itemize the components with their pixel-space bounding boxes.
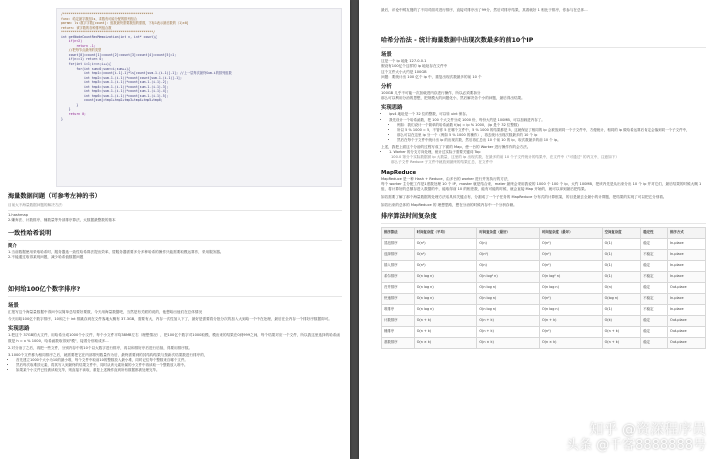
table-cell: 稳定 [641, 337, 668, 348]
table-header-cell: 排序算法 [382, 227, 415, 238]
table-cell: O(n²) [539, 238, 602, 249]
list-item: • 然后在每个子文件中统计出 ip 的出现次数，然后再汇总出 10 个前 10 的 ip，取次数最多的前 10 个 ip。 [397, 138, 706, 143]
table-header-cell: 时间复杂度（平均） [414, 227, 477, 238]
code-line: ************************************************/ [61, 30, 156, 35]
subsection-title-scene: 场景 [381, 52, 392, 59]
table-row [382, 249, 706, 260]
impl-sublist [381, 123, 706, 143]
subsection-title-impl: 实现思路 [8, 326, 30, 333]
table-cell: O(n + k) [477, 326, 540, 337]
table-cell: 计数排序 [382, 315, 415, 326]
table-row [382, 238, 706, 249]
table-cell: Out-place [668, 282, 706, 293]
subsection-title-analysis: 分析 [381, 84, 392, 91]
right-page-content [381, 4, 706, 349]
table-cell: O(n × k) [539, 337, 602, 348]
watermark-qq: 头条 @千客8888888号 [565, 438, 706, 453]
table-cell: 希尔排序 [382, 271, 415, 282]
table-row [382, 293, 706, 304]
code-line: } [61, 102, 79, 107]
top-paragraph: 最后，评论中网友搜的了不同对面对进行排序，直接对排序出了99分，然后对排序结果，其看就好 1 相比于排序，你参与在总体... [381, 8, 588, 12]
divider [381, 223, 706, 224]
mapreduce-para-3: 如若需要了解了那个海量数据的处理方法话具体关键点有，分割成了一个子任务的 MapReduce 分布式的计算框架，的目是最去全最小的计算题，把结果的实现了可以把它分别看。 [381, 195, 667, 200]
table-cell: Out-place [668, 326, 706, 337]
table-header-cell: 稳定性 [641, 227, 668, 238]
impl-list [8, 358, 342, 373]
table-cell: O(n + k) [414, 326, 477, 337]
table-cell: 快速排序 [382, 293, 415, 304]
subsection-title-impl: 实现思路 [381, 105, 403, 112]
impl-para-2: 2.对分治了之后，再把一些文件，分别内存中的10个以大数字进行排序，再以和排好序后进行后续，得要用排序数。 [8, 345, 193, 350]
table-cell: O(n log n) [414, 282, 477, 293]
table-cell: 稳定 [641, 260, 668, 271]
table-cell: O(n × k) [414, 337, 477, 348]
complexity-table [381, 227, 706, 349]
code-line: return 0; [61, 112, 86, 117]
code-line: int tmp3=(sum-1-(i-1))*count[sum-1-(i-1)-2]; [61, 80, 169, 85]
table-cell: O(n log n) [414, 304, 477, 315]
list-item: • 那么可以在这里 ip 分一个（例如 5 % 1000 的操作），再去统计出现次数最多的 10 个 ip [397, 133, 706, 138]
table-cell: O(1) [602, 271, 641, 282]
table-cell: In-place [668, 238, 706, 249]
table-cell: O(n) [602, 282, 641, 293]
table-row [382, 304, 706, 315]
code-line: count[sum]=tmp1+tmp2+tmp3+tmp4+tmp5+tmp6; [61, 98, 163, 103]
subsection-title-intro: 简介 [8, 243, 17, 249]
table-row [382, 315, 706, 326]
code-line: /*********************************************** [61, 12, 154, 16]
code-line: int getNodeCountRecMemoization(int n, int* count){ [61, 34, 157, 39]
table-cell: O(n + k) [539, 315, 602, 326]
left-page-content [8, 4, 342, 374]
impl-list [381, 112, 706, 122]
table-cell: Out-place [668, 315, 706, 326]
table-cell: 稳定 [641, 326, 668, 337]
list-item: • 我先设计一个哈希函数，把 100 个大文件分成 1000 份，每份大约是 100MB，可以加载进内存了。 [389, 118, 706, 123]
table-cell: O(n²) [414, 238, 477, 249]
table-cell: O(n log n) [477, 304, 540, 315]
code-line: int tmp4=(sum-1-(i-1))*count[sum-1-(i-1)-3]; [61, 84, 169, 89]
consistent-hash-para-1: 1.当前数据使用采取哈希时，服务器选一致性哈希算法提出效率，替服务器需要多分多种哈希的操作只能需要取模运算作，采用服务器。 [8, 249, 224, 254]
table-cell: O(n log n) [477, 282, 540, 293]
code-line: for(int sum=0;sum<=i;sum++){ [61, 66, 131, 71]
section-title-hash-divide: 哈希分治法 - 统计海量数据中出现次数最多的前10个IP [381, 37, 534, 45]
table-cell: O(n log n) [477, 293, 540, 304]
table-cell: O(log n) [602, 293, 641, 304]
section-title-sort-complexity: 排序算法时间复杂度 [381, 212, 437, 220]
code-line: if(n<2) [61, 39, 83, 44]
code-line: } [61, 107, 71, 112]
table-cell: 不稳定 [641, 271, 668, 282]
watermark-zhihu: 知乎 @资深程序员 [589, 422, 706, 438]
list-item: • ipv4 地址是一个 32 位的整数，可以转 uint 保存。 [389, 112, 706, 117]
table-cell: O(n log² n) [539, 271, 602, 282]
table-cell: O(n × k) [477, 337, 540, 348]
table-cell: 冒泡排序 [382, 238, 415, 249]
list-item: • 然后每次取堆顶元素，将其写入到最终的结果文件中，同时从该元素所属的小文件中再读取一个整数放入堆中。 [16, 363, 342, 368]
table-cell: O(n²) [539, 260, 602, 271]
divider [8, 240, 342, 241]
table-cell: In-place [668, 293, 706, 304]
table-cell: 不稳定 [641, 293, 668, 304]
code-line: int tmp5=(sum-1-(i-1))*count[sum-1-(i-1)-4]; [61, 89, 169, 94]
table-cell: 插入排序 [382, 260, 415, 271]
code-line: if(n==1) return 0; [61, 57, 104, 62]
table-cell: 堆排序 [382, 304, 415, 315]
section-intro: 目前大不海量数据问题的解决方法： [8, 203, 66, 207]
table-cell: 基数排序 [382, 337, 415, 348]
method-item-1: 1.hashmap [8, 213, 29, 218]
table-cell: O(1) [602, 249, 641, 260]
table-cell: O(n²) [539, 293, 602, 304]
table-cell: 选择排序 [382, 249, 415, 260]
table-cell: O(n + k) [477, 315, 540, 326]
table-cell: O(1) [602, 238, 641, 249]
mapreduce-para-1: MapReduce 是一种 Hash + Reduce，由多台的 worker 进行并发执行的方法， [381, 176, 512, 181]
table-cell: O(n + k) [414, 315, 477, 326]
list-item: • 如果某个小文件已经被读取完毕，则直接不读取，重复上述操作直到所有数据都被处理完毕。 [16, 368, 342, 373]
code-line: } [61, 116, 63, 121]
consistent-hash-para-2: 2.不能通过取得某现问题，减少哈希值数据问题 [8, 254, 84, 259]
scene-para-1: 汇报写这个海量量数据中得问令以简单总结要好要数，今天用海量数据吧，当然是有关联的说的，他想给出他们在总体情况 [8, 310, 203, 315]
table-cell: Out-place [668, 337, 706, 348]
list-item: • 所以 5 % 1000 = 5，不管你 5 在哪个文件中，5 % 1000 的结果都是 5，这就保证了相同的 ip 会被放到同一个子文件中，方便统计，相同的 ip 做哈希运算后肯定会落到同一个子文件中， [397, 128, 706, 133]
table-cell: In-place [668, 249, 706, 260]
table-cell: In-place [668, 271, 706, 282]
code-line: param: ls:数字字数[count]: 组数最终需要数组的需数，下标1表示最后数的（1)±0] [61, 21, 189, 26]
list-item: • 例如：我们设计一个简单的哈希函数 f(ip) = ip % 1000，(ip 是个 32 位整数) [397, 123, 706, 128]
table-cell: O(k) [602, 315, 641, 326]
table-row [382, 260, 706, 271]
table-cell: 桶排序 [382, 326, 415, 337]
code-line: int tmp6=(sum-1-(i-1))*count[sum-1-(i-1)-5]; [61, 93, 169, 98]
table-row [382, 282, 706, 293]
table-cell: O(n²) [539, 326, 602, 337]
table-cell: O(n + k) [602, 337, 641, 348]
section-title-consistent-hash: 一致性哈希说明 [8, 229, 52, 237]
table-cell: 稳定 [641, 282, 668, 293]
table-cell: O(n log² n) [477, 271, 540, 282]
table-cell: O(n log n) [539, 304, 602, 315]
divider [8, 210, 342, 211]
code-line: return: 该字数的各种排列组合数 [61, 25, 112, 30]
table-cell: O(n) [477, 260, 540, 271]
code-line: int tmp1=(count[i-1]-1)*ls[count[sum-1-(i-1)]-1]; //上一层每次最终Sum-i的排列组数 [61, 71, 232, 76]
code-line: for(int i=1;i<=n;i++){ [61, 62, 111, 67]
list-item: • 首先建立1000个大小为10的最小堆，每个文件中取前10的整数放入最小堆，同时记住每个整数来自哪个文件。 [16, 358, 342, 363]
subsection-title-scene: 场景 [8, 303, 19, 310]
table-cell: O(n²) [477, 249, 540, 260]
table-row [382, 337, 706, 348]
mapreduce-para-2: 每个 worker 主分配工作是1度数处理 10 个 IP，master 就是结合来，mater 最终会采用我说的 1000 个 100 个 ip，大约 100MB，把该内先是从出来分出 10 个 ip 并对它们，最后结果的时候大概 1 组，将计算好的总额存进入数据的中，能取得前 10 的相差数，能有可能的时候，就会直接 Map 开始的，就可以拿到最后把结果。 [381, 181, 702, 192]
list-item: • 1. Worker 的分支方向处理，统计过实际子需要关键词 Top [389, 150, 706, 155]
code-line: int tmp2=(sum-1-(i-1))*count[count[sum-1-(i-1)]-1]; [61, 75, 182, 80]
table-cell: O(n log n) [414, 271, 477, 282]
impl-para-3: 3.1000个文件都为相同排序之后，就需要把它在内部排列数量作为后，最终需要到的其结构结果与按新次结果数进行排序的， [8, 353, 208, 358]
left-document-page [0, 0, 350, 459]
method-item-2: 2.嫌弃法、计数排序、桶数量等外部排序算法，大数据最整数的基本 [8, 218, 116, 223]
code-line: count[0]=count[1]=count[2]=count[3]=count[4]=count[5]=1; [61, 52, 177, 57]
code-line: return -1; [61, 43, 96, 48]
code-block [56, 8, 342, 187]
table-body [382, 238, 706, 348]
mapreduce-para-4: 如若出来的总体的 MapReduce 的 理想思路，想在分治的时候内存中一个分析存储。 [381, 202, 517, 207]
impl-para-1: 1.把这个 37GB的大文件，用哈希分成1000个小文件，每个小文件平均38MB左右（理想情况），把100亿个数字对1000取模，模出来的结果在0到999之间，每个结果对应一个文件，所以我这里选择的哈希函数是 h = x % 1000，哈希函数取得到"模"，接着分别取成多... [8, 333, 340, 343]
section-title-sort-10b: 如何给100亿个数字排序? [8, 286, 81, 294]
code-line: func: 给定最字数组ls，求数有可能分配的排列组合 [61, 16, 137, 21]
table-cell: 稳定 [641, 315, 668, 326]
watermark [566, 422, 706, 453]
table-cell: O(n + k) [602, 326, 641, 337]
table-cell: O(n²) [414, 249, 477, 260]
analysis-para: 100GB 几乎不可能一次加载进内存进行操作，所以必须要拆分 那么可以利用分治的思想，把规模大的问题化小，然后解决各个小的问题，最后得出结果。 [381, 91, 525, 101]
table-row [382, 271, 706, 282]
table-header-cell: 排序方式 [668, 227, 706, 238]
subsection-title-mapreduce: MapReduce [381, 169, 417, 176]
right-document-page [359, 0, 720, 459]
table-cell: O(1) [602, 260, 641, 271]
table-cell: 归并排序 [382, 282, 415, 293]
code-line: //把每节点最终的类型 [61, 48, 102, 53]
table-cell: O(n log n) [414, 293, 477, 304]
table-cell: O(n²) [414, 260, 477, 271]
table-header-row [382, 227, 706, 238]
table-cell: In-place [668, 260, 706, 271]
table-cell: In-place [668, 304, 706, 315]
table-header-cell: 空间复杂度 [602, 227, 641, 238]
table-cell: 不稳定 [641, 304, 668, 315]
table-cell: O(n²) [539, 249, 602, 260]
table-header-cell: 时间复杂度（最坏） [539, 227, 602, 238]
impl-quote: 100.0 第分个实际数据被 ip 大数量，这里的 ip 出现次数，在最多的前 10 个子文件统计的结果中，在文件中（"可通过" 的内文中，注意如下） 那么子文件 Reduce 子文件中就放到最终的结果汇总，在文件中 [391, 155, 619, 165]
table-cell: 稳定 [641, 238, 668, 249]
table-cell: 不稳定 [641, 249, 668, 260]
table-row [382, 326, 706, 337]
table-cell: O(n) [477, 238, 540, 249]
impl-para-2: 上述，我把上面这个分治的过程写成了下面的 Map，使一台的 Worker 进行操作作的会方法。 [381, 144, 531, 149]
table-header-cell: 时间复杂度（最好） [477, 227, 540, 238]
scene-para: 这是一个 ip 地址 127.0.0.1 假设有100亿个这样的 ip 地址存在文件中 这个文件大小大约是 100GB 问题：要统计出 100 亿个 ip 中，重复出现次数最多的前 10 个 [381, 59, 482, 79]
table-cell: O(1) [602, 304, 641, 315]
section-title-massive-data: 海量数据问题（可参考左神的书） [8, 193, 101, 200]
table-cell: O(n log n) [539, 282, 602, 293]
scene-para-2: 今天用给100亿个数字排序，10和之十 int 排跳存到在文件客地大概有 37.3GB，需要有大，内存一次性加入下了，最好是需要将分批分次的加入大到给一个中在处理，最后在全内存一个排好序数据即可。 [8, 317, 332, 322]
